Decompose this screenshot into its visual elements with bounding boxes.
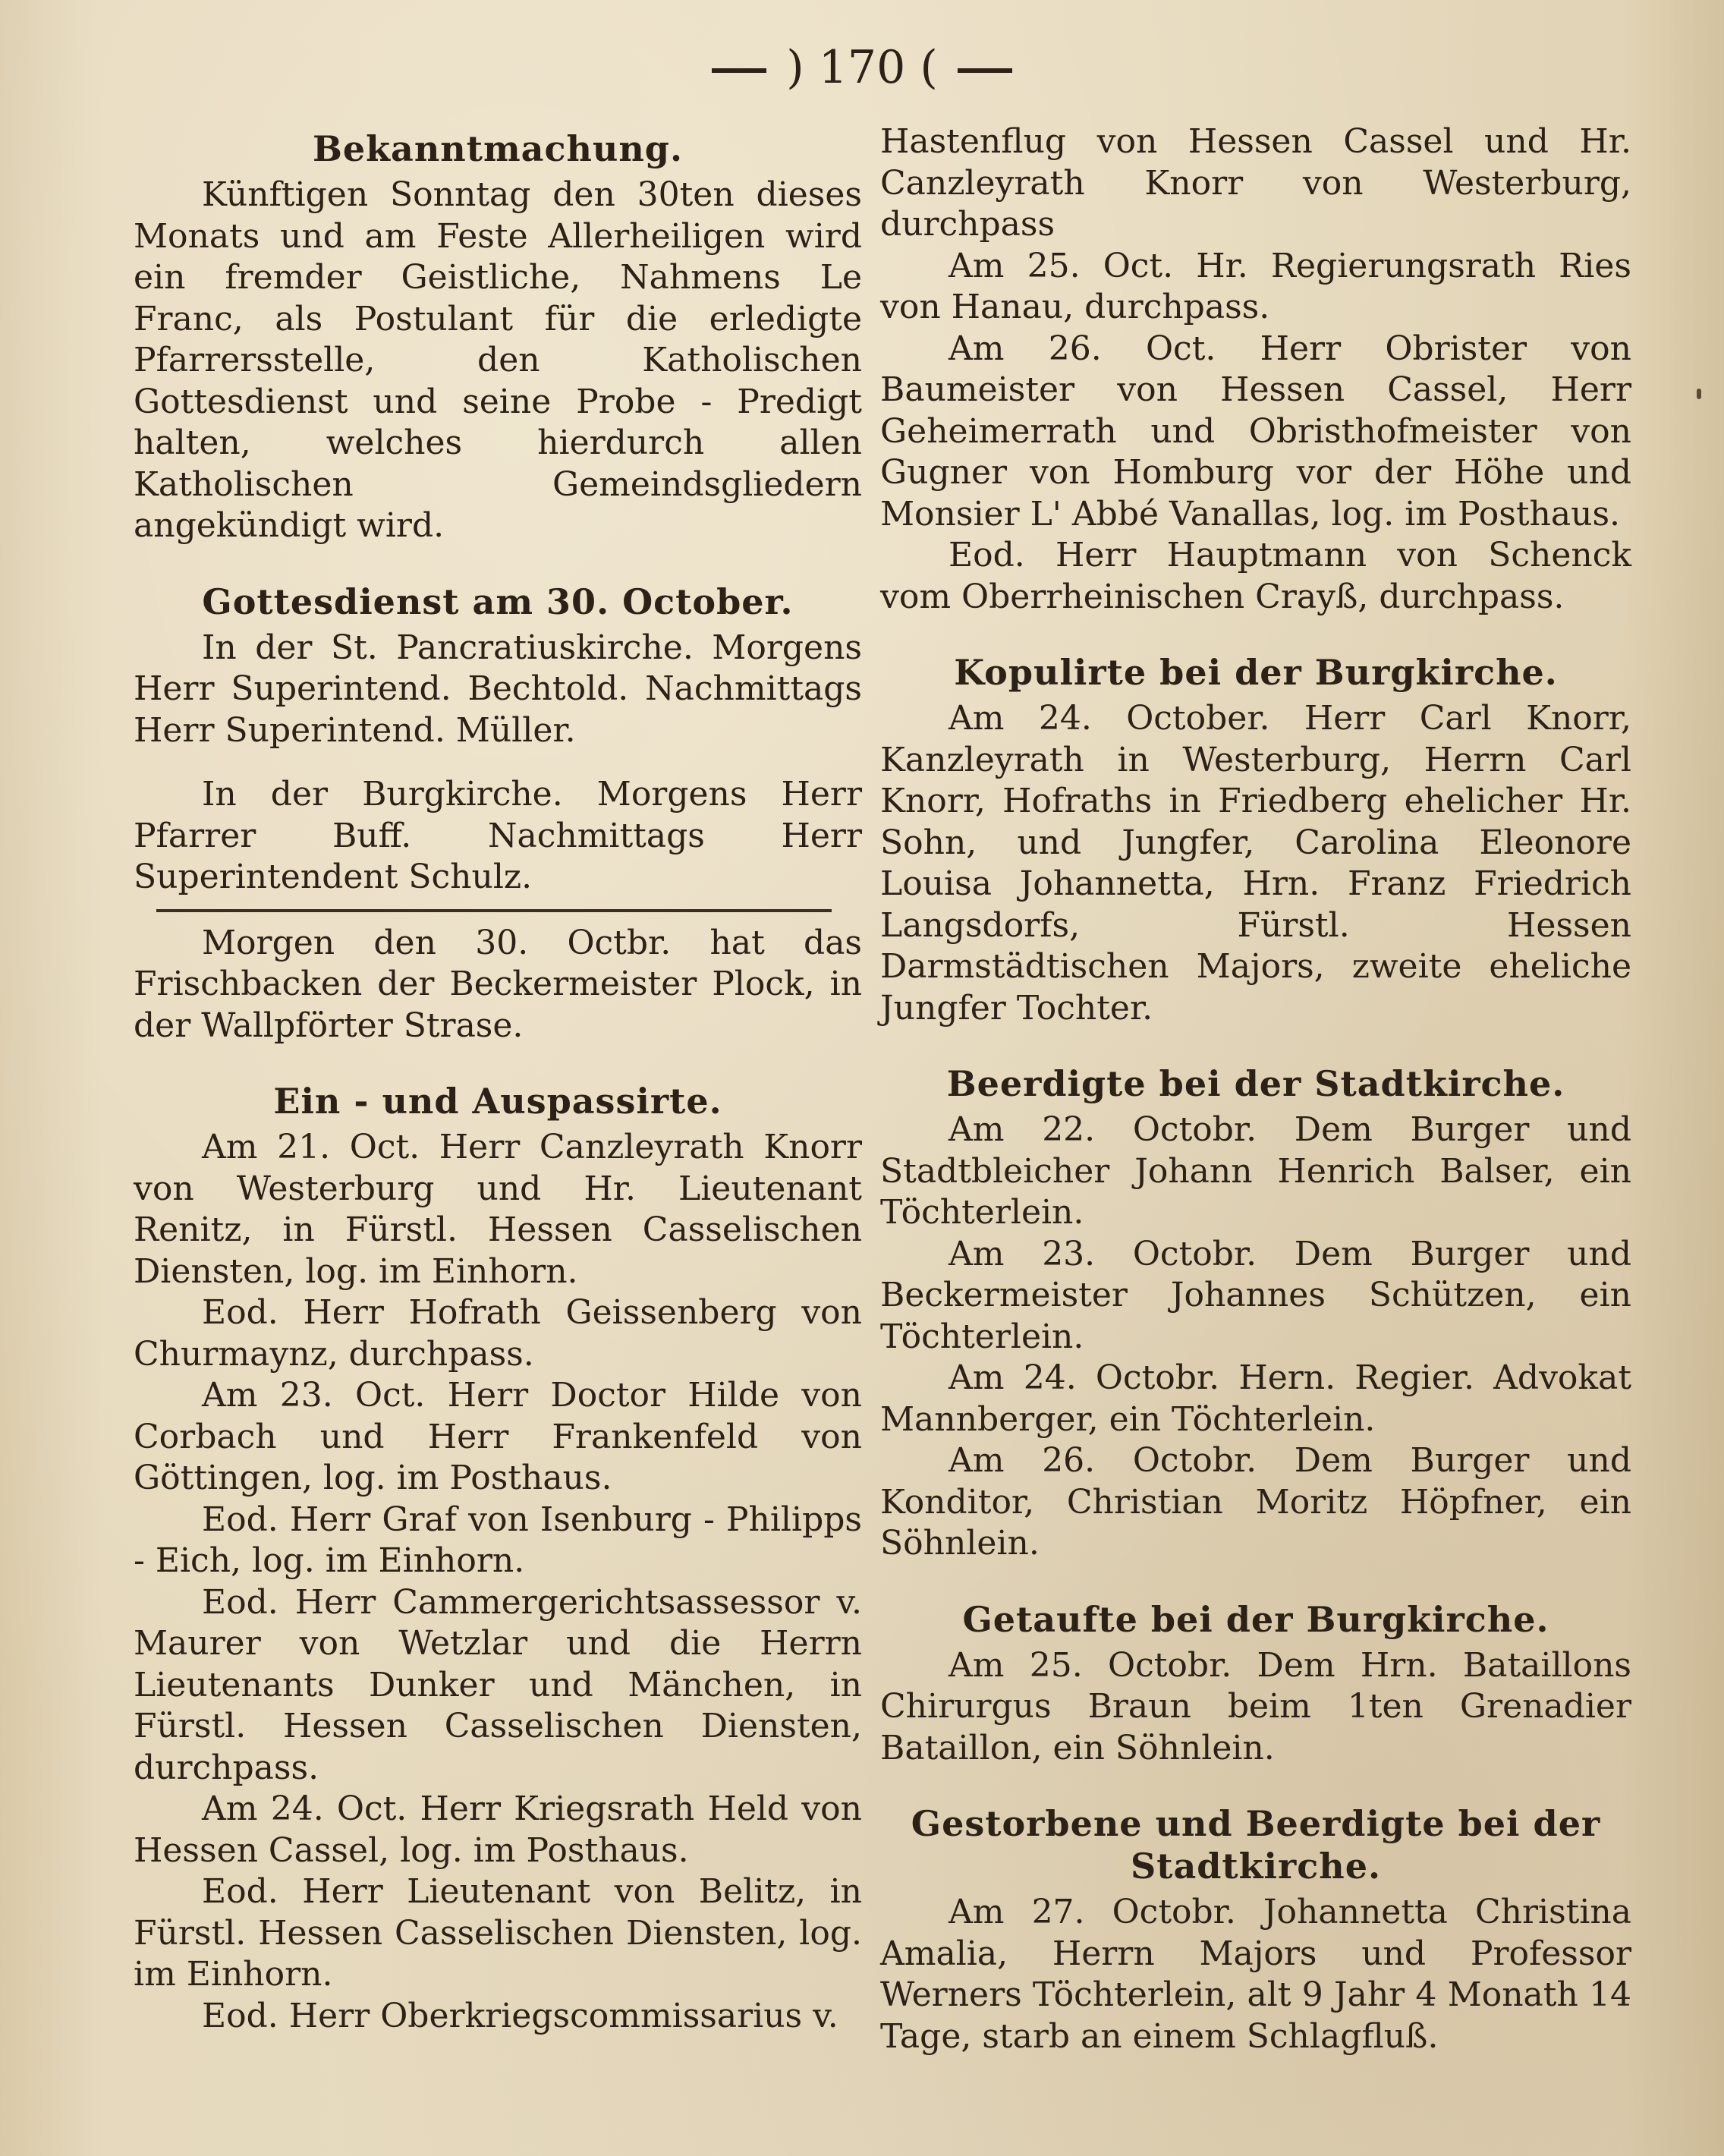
page-marker-right: ( xyxy=(920,41,938,94)
burials-heading: Beerdigte bei der Stadtkirche. xyxy=(946,1063,1565,1104)
marriages-heading: Kopulirte bei der Burgkirche. xyxy=(954,652,1558,693)
traveller-entry: Eod. Herr Hofrath Geissenberg von Churmaynz, durchpass. xyxy=(134,1293,862,1374)
baptism-entry: Am 25. Octobr. Dem Hrn. Bataillons Chirurgus Braun beim 1ten Grenadier Bataillon, ein Söhnlein. xyxy=(880,1645,1631,1767)
traveller-entry: Eod. Herr Lieutenant von Belitz, in Fürstl. Hessen Casselischen Diensten, log. im Einhorn. xyxy=(134,1872,862,1994)
burial-entry: Am 23. Octobr. Dem Burger und Beckermeister Johannes Schützen, ein Töchterlein. xyxy=(880,1234,1631,1356)
traveller-entry: Am 25. Oct. Hr. Regierungsrath Ries von Hanau, durchpass. xyxy=(880,246,1631,326)
header-dash-right xyxy=(958,68,1012,73)
header-dash-left xyxy=(712,68,766,73)
burial-entry: Am 22. Octobr. Dem Burger und Stadtbleicher Johann Henrich Balser, ein Töchterlein. xyxy=(880,1110,1631,1232)
traveller-entry: Eod. Herr Oberkriegscommissarius v. xyxy=(202,1996,838,2035)
announcement-heading: Bekanntmachung. xyxy=(313,128,683,169)
traveller-entry: Eod. Herr Graf von Isenburg - Philipps - Eich, log. im Einhorn. xyxy=(134,1500,862,1580)
traveller-entry: Am 23. Oct. Herr Doctor Hilde von Corbach und Herr Frankenfeld von Göttingen, log. im Posthaus. xyxy=(134,1376,862,1497)
section-divider xyxy=(156,909,832,912)
traveller-entry-continued: Hastenflug von Hessen Cassel und Hr. Canzleyrath Knorr von Westerburg, durchpass xyxy=(880,122,1631,244)
traveller-entry: Am 24. Oct. Herr Kriegsrath Held von Hessen Cassel, log. im Posthaus. xyxy=(134,1789,862,1870)
traveller-entry: Am 26. Oct. Herr Obrister von Baumeister von Hessen Cassel, Herr Geheimerrath und Obristhofmeister von Gugner von Homburg vor der Höhe und Monsier L' Abbé Vanallas, log. im Posthaus. xyxy=(880,329,1631,533)
service-heading: Gottesdienst am 30. October. xyxy=(202,581,794,622)
travellers-heading: Ein - und Auspassirte. xyxy=(273,1081,722,1122)
death-entry: Am 27. Octobr. Johannetta Christina Amalia, Herrn Majors und Professor Werners Töchterlein, alt 9 Jahr 4 Monath 14 Tage, starb an einem Schlagfluß. xyxy=(880,1893,1631,2056)
page-marker-left: ) xyxy=(786,41,804,94)
burial-entry: Am 26. Octobr. Dem Burger und Konditor, Christian Moritz Höpfner, ein Söhnlein. xyxy=(880,1441,1631,1563)
traveller-entry: Eod. Herr Cammergerichtsassessor v. Maurer von Wetzlar und die Herrn Lieutenants Dunker und Mänchen, in Fürstl. Hessen Casselischen Diensten, durchpass. xyxy=(134,1582,862,1787)
page-header xyxy=(0,33,1724,102)
page-number: 170 xyxy=(818,41,906,94)
service-burgkirche: In der Burgkirche. Morgens Herr Pfarrer Buff. Nachmittags Herr Superintendent Schulz. xyxy=(134,775,862,896)
right-column xyxy=(880,121,1631,2057)
marriage-entry: Am 24. October. Herr Carl Knorr, Kanzleyrath in Westerburg, Herrn Carl Knorr, Hofraths in Friedberg ehelicher Hr. Sohn, und Jungfer, Carolina Eleonore Louisa Johannetta, Hrn. Franz Friedrich Langsdorfs, Fürstl. Hessen Darmstädtischen Majors, zweite eheliche Jungfer Tochter. xyxy=(880,699,1631,1028)
announcement-text: Künftigen Sonntag den 30ten dieses Monats und am Feste Allerheiligen wird ein fremder Geistliche, Nahmens Le Franc, als Postulant für die erledigte Pfarrersstelle, den Katholischen Gottesdienst und seine Probe - Predigt halten, welches hierdurch allen Katholischen Gemeindsgliedern angekündigt wird. xyxy=(134,175,862,545)
service-pancratius: In der St. Pancratiuskirche. Morgens Herr Superintend. Bechtold. Nachmittags Herr Superintend. Müller. xyxy=(134,628,862,750)
deaths-heading: Gestorbene und Beerdigte bei der Stadtkirche. xyxy=(911,1803,1601,1887)
baptisms-heading: Getaufte bei der Burgkirche. xyxy=(962,1598,1549,1640)
traveller-entry: Am 21. Oct. Herr Canzleyrath Knorr von Westerburg und Hr. Lieutenant Renitz, in Fürstl. Hessen Casselischen Diensten, log. im Einhorn. xyxy=(134,1128,862,1291)
bakery-notice: Morgen den 30. Octbr. hat das Frischbacken der Beckermeister Plock, in der Wallpförter Strase. xyxy=(134,923,862,1045)
left-column xyxy=(134,127,862,2037)
paper-blemish xyxy=(1697,389,1701,399)
burial-entry: Am 24. Octobr. Hern. Regier. Advokat Mannberger, ein Töchterlein. xyxy=(880,1358,1631,1439)
traveller-entry: Eod. Herr Hauptmann von Schenck vom Oberrheinischen Crayß, durchpass. xyxy=(880,536,1631,616)
